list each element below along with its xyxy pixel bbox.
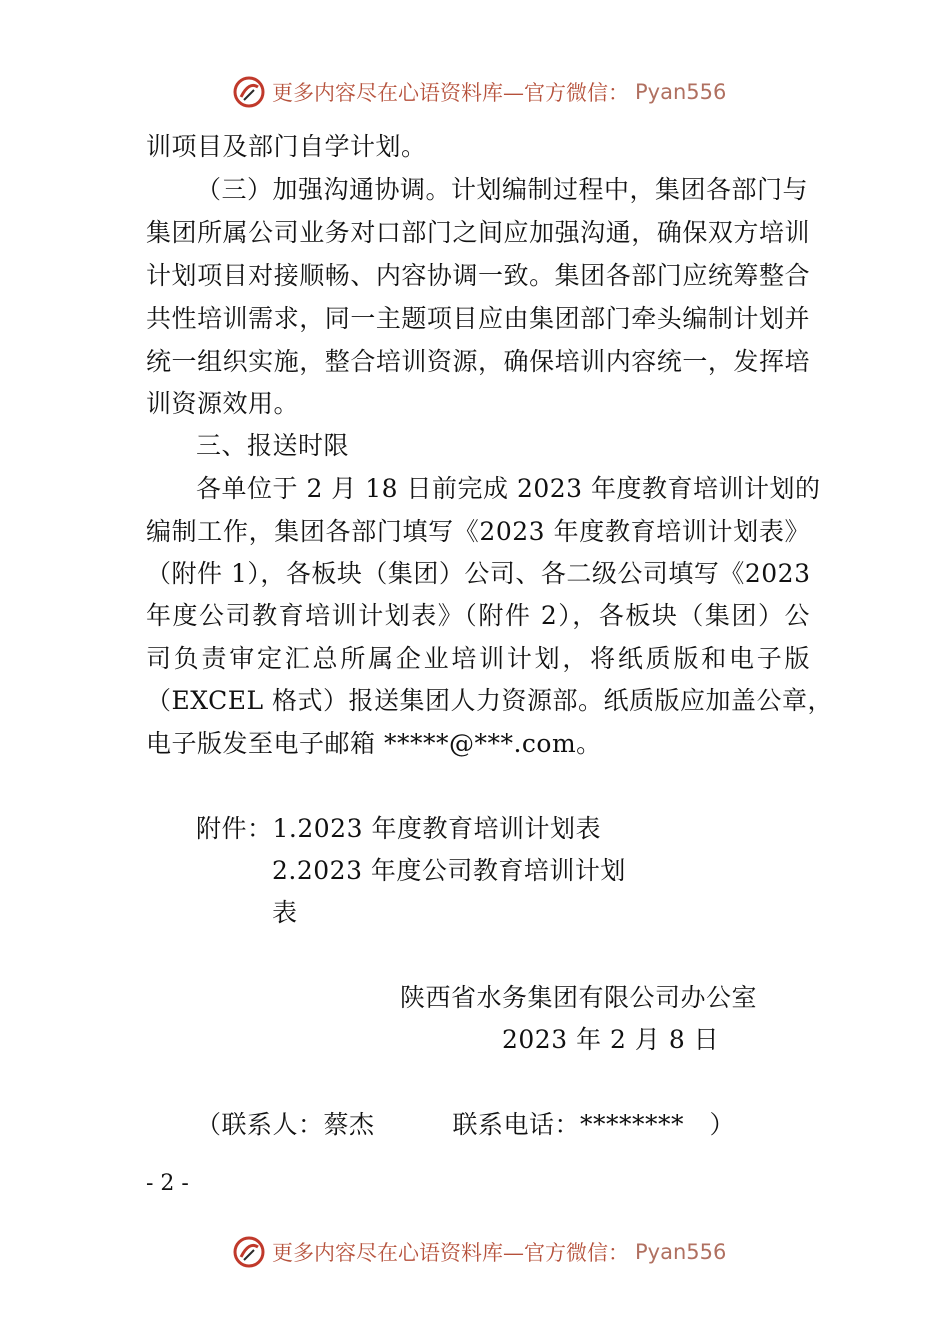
- contact-phone: 联系电话：******** ）: [452, 1110, 736, 1139]
- body-line: 司负责审定汇总所属企业培训计划，将纸质版和电子版: [146, 644, 810, 673]
- signature-date: 2023 年 2 月 8 日: [502, 1025, 720, 1054]
- body-line: （EXCEL 格式）报送集团人力资源部。纸质版应加盖公章，: [146, 686, 834, 715]
- watermark-wechat-id: Pyan556: [635, 1240, 727, 1264]
- contact-info: [196, 1110, 735, 1140]
- brush-logo-icon: [232, 75, 266, 109]
- watermark-text: 更多内容尽在心语资料库—官方微信：: [272, 1241, 629, 1265]
- attachment-label: 附件：: [196, 814, 273, 843]
- body-line: 共性培训需求，同一主题项目应由集团部门牵头编制计划并: [146, 304, 810, 333]
- body-line: （附件 1），各板块（集团）公司、各二级公司填写《2023: [146, 559, 811, 588]
- body-line: 年度公司教育培训计划表》（附件 2），各板块（集团）公: [146, 601, 810, 630]
- contact-person: （联系人：蔡杰: [196, 1110, 375, 1139]
- watermark-wechat-id: Pyan556: [635, 80, 727, 104]
- body-line: 训项目及部门自学计划。: [146, 132, 427, 161]
- section-heading: 三、报送时限: [196, 431, 350, 460]
- body-line: 各单位于 2 月 18 日前完成 2023 年度教育培训计划的: [196, 474, 821, 503]
- watermark-footer: [232, 1234, 726, 1270]
- watermark-header: [232, 74, 726, 110]
- body-line: 编制工作，集团各部门填写《2023 年度教育培训计划表》: [146, 517, 810, 546]
- watermark-text: 更多内容尽在心语资料库—官方微信：: [272, 81, 629, 105]
- body-line: 集团所属公司业务对口部门之间应加强沟通，确保双方培训: [146, 218, 810, 247]
- attachment-list: [196, 814, 601, 844]
- body-line: （三）加强沟通协调。计划编制过程中，集团各部门与: [196, 175, 809, 204]
- body-line: 计划项目对接顺畅、内容协调一致。集团各部门应统筹整合: [146, 261, 810, 290]
- body-line: 训资源效用。: [146, 389, 300, 418]
- body-line: 电子版发至电子邮箱 *****@***.com。: [146, 729, 602, 758]
- page-number: - 2 -: [146, 1171, 189, 1196]
- attachment-item: 1.2023 年度教育培训计划表: [272, 814, 601, 843]
- brush-logo-icon: [232, 1235, 266, 1269]
- body-line: 统一组织实施，整合培训资源，确保培训内容统一，发挥培: [146, 347, 810, 376]
- attachment-item: 2.2023 年度公司教育培训计划: [272, 856, 626, 885]
- signature-org: 陕西省水务集团有限公司办公室: [400, 983, 758, 1012]
- attachment-item-continued: 表: [272, 898, 298, 927]
